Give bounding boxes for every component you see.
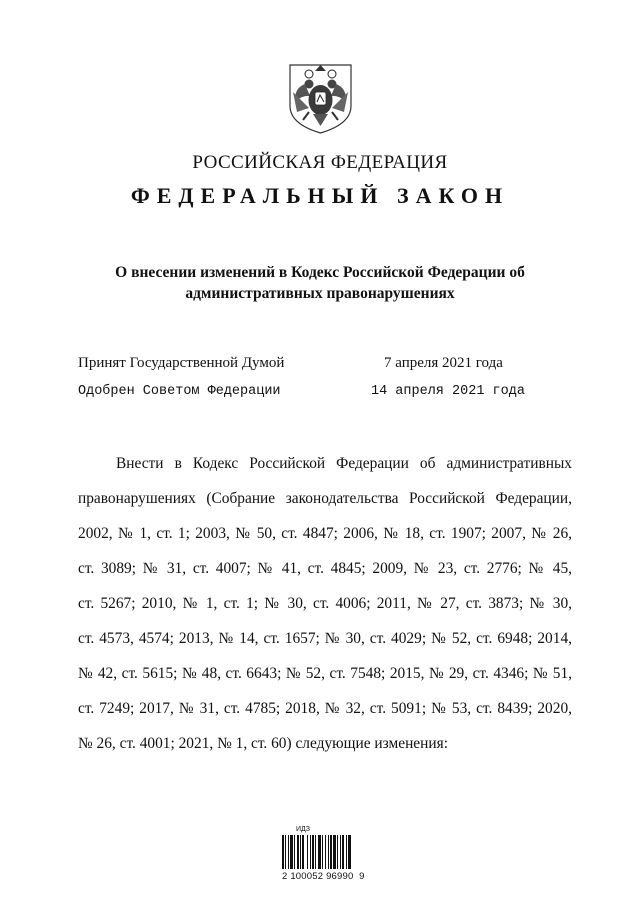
body-line: № 26, ст. 4001; 2021, № 1, ст. 60) следующие изменения: [78,735,448,752]
law-title [60,262,580,304]
body-line: правонарушениях (Собрание законодательства Российской Федерации, [78,490,572,507]
approved-date: 14 апреля 2021 года [371,384,525,399]
body-line: ст. 5267; 2010, № 1, ст. 1; № 30, ст. 4006; 2011, № 27, ст. 3873; № 30, [78,595,572,612]
body-line: ст. 4573, 4574; 2013, № 14, ст. 1657; № 30, ст. 4029; № 52, ст. 6948; 2014, [78,630,572,647]
body-line: 2002, № 1, ст. 1; 2003, № 50, ст. 4847; 2006, № 18, ст. 1907; 2007, № 26, [78,525,572,542]
country-name: РОССИЙСКАЯ ФЕДЕРАЦИЯ [192,152,448,173]
adopted-label: Принят Государственной Думой [78,355,285,371]
barcode-number: 2 100052 96990 9 [282,871,365,882]
body-line: Внести в Кодекс Российской Федерации об административных [116,455,572,472]
barcode-mark: ИДЗ [296,826,310,833]
coat-of-arms-icon [287,62,354,136]
approved-label: Одобрен Советом Федерации [78,384,281,399]
body-line: ст. 3089; № 31, ст. 4007; № 41, ст. 4845; 2009, № 23, ст. 2776; № 45, [78,560,572,577]
body-line: № 42, ст. 5615; № 48, ст. 6643; № 52, ст. 7548; 2015, № 29, ст. 4346; № 51, [78,665,572,682]
body-line: ст. 7249; 2017, № 31, ст. 4785; 2018, № 32, ст. 5091; № 53, ст. 8439; 2020, [78,700,572,717]
document-type: ФЕДЕРАЛЬНЫЙ ЗАКОН [130,183,510,208]
barcode-bars-icon [282,835,366,869]
law-title-line: О внесении изменений в Кодекс Российской Федерации об [115,264,525,281]
law-body [78,454,572,769]
law-title-line: административных правонарушениях [185,285,455,302]
adopted-date: 7 апреля 2021 года [384,355,503,371]
